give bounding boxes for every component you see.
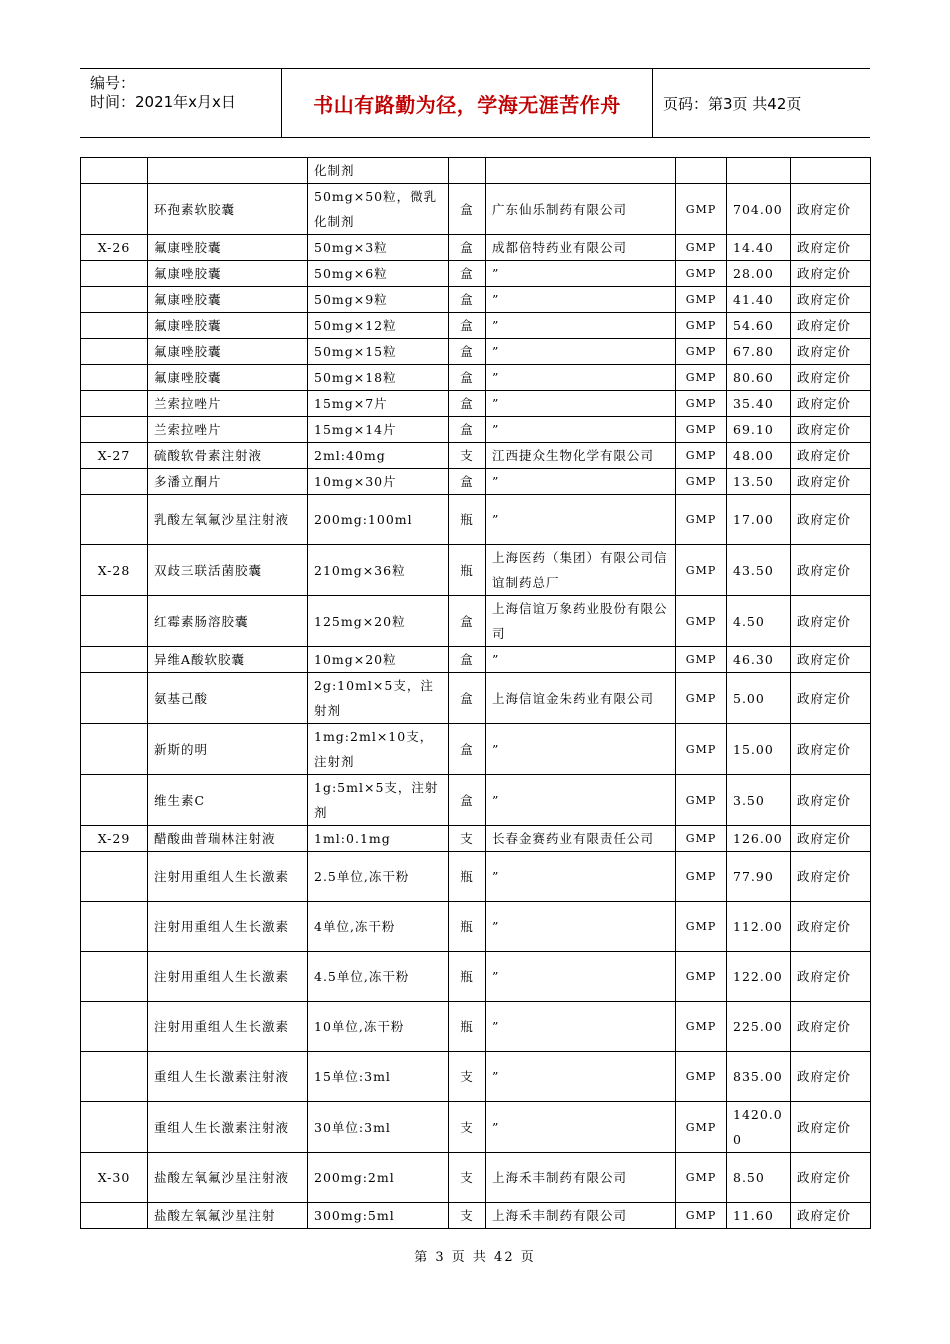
drug-gmp <box>676 158 727 184</box>
document-number-label: 编号： <box>90 74 136 92</box>
drug-gmp: GMP <box>676 826 727 852</box>
drug-manufacturer <box>486 158 676 184</box>
drug-code <box>81 313 148 339</box>
drug-price: 35.40 <box>727 391 791 417</box>
drug-price: 67.80 <box>727 339 791 365</box>
table-row <box>81 775 871 826</box>
table-row <box>81 261 871 287</box>
drug-spec: 125mg×20粒 <box>308 596 449 647</box>
drug-price: 14.40 <box>727 235 791 261</box>
drug-manufacturer: ” <box>486 287 676 313</box>
drug-pricing-type: 政府定价 <box>791 1203 871 1229</box>
drug-manufacturer: ” <box>486 469 676 495</box>
drug-code <box>81 287 148 313</box>
drug-spec: 200mg:100ml <box>308 495 449 545</box>
drug-code <box>81 1052 148 1102</box>
drug-name: 注射用重组人生长激素 <box>148 852 308 902</box>
drug-manufacturer: ” <box>486 852 676 902</box>
drug-name: 氟康唑胶囊 <box>148 287 308 313</box>
drug-name: 维生素C <box>148 775 308 826</box>
drug-price: 1420.00 <box>727 1102 791 1153</box>
drug-code <box>81 673 148 724</box>
table-row <box>81 158 871 184</box>
drug-spec: 50mg×15粒 <box>308 339 449 365</box>
table-row <box>81 647 871 673</box>
drug-pricing-type: 政府定价 <box>791 852 871 902</box>
drug-price: 4.50 <box>727 596 791 647</box>
drug-code <box>81 1203 148 1229</box>
drug-unit: 盒 <box>449 469 486 495</box>
table-row <box>81 1052 871 1102</box>
drug-name: 注射用重组人生长激素 <box>148 1002 308 1052</box>
drug-name: 乳酸左氧氟沙星注射液 <box>148 495 308 545</box>
drug-manufacturer: ” <box>486 775 676 826</box>
drug-manufacturer: ” <box>486 952 676 1002</box>
drug-pricing-type: 政府定价 <box>791 545 871 596</box>
drug-pricing-type: 政府定价 <box>791 775 871 826</box>
drug-unit: 盒 <box>449 391 486 417</box>
drug-spec: 4单位,冻干粉 <box>308 902 449 952</box>
drug-manufacturer: 上海信谊万象药业股份有限公司 <box>486 596 676 647</box>
drug-gmp: GMP <box>676 596 727 647</box>
drug-price: 3.50 <box>727 775 791 826</box>
header-meta-cell <box>80 69 282 137</box>
drug-gmp: GMP <box>676 339 727 365</box>
drug-pricing-type: 政府定价 <box>791 596 871 647</box>
drug-name: 兰索拉唑片 <box>148 391 308 417</box>
drug-spec: 2ml:40mg <box>308 443 449 469</box>
drug-unit: 盒 <box>449 647 486 673</box>
drug-price: 80.60 <box>727 365 791 391</box>
table-row <box>81 469 871 495</box>
drug-price: 69.10 <box>727 417 791 443</box>
drug-name: 氟康唑胶囊 <box>148 261 308 287</box>
table-row <box>81 391 871 417</box>
drug-pricing-type: 政府定价 <box>791 339 871 365</box>
drug-name: 多潘立酮片 <box>148 469 308 495</box>
drug-spec: 1ml:0.1mg <box>308 826 449 852</box>
drug-pricing-type: 政府定价 <box>791 902 871 952</box>
drug-code: X-30 <box>81 1153 148 1203</box>
drug-pricing-type: 政府定价 <box>791 417 871 443</box>
drug-price: 835.00 <box>727 1052 791 1102</box>
drug-pricing-type: 政府定价 <box>791 647 871 673</box>
drug-pricing-type: 政府定价 <box>791 443 871 469</box>
drug-unit: 盒 <box>449 417 486 443</box>
drug-unit: 瓶 <box>449 902 486 952</box>
drug-price: 225.00 <box>727 1002 791 1052</box>
drug-name: 氟康唑胶囊 <box>148 365 308 391</box>
drug-unit: 支 <box>449 1203 486 1229</box>
drug-unit: 瓶 <box>449 852 486 902</box>
drug-gmp: GMP <box>676 391 727 417</box>
drug-manufacturer: ” <box>486 647 676 673</box>
drug-code: X-27 <box>81 443 148 469</box>
drug-price: 43.50 <box>727 545 791 596</box>
drug-gmp: GMP <box>676 647 727 673</box>
drug-gmp: GMP <box>676 1052 727 1102</box>
drug-spec: 15mg×14片 <box>308 417 449 443</box>
drug-name: 盐酸左氧氟沙星注射 <box>148 1203 308 1229</box>
drug-manufacturer: 上海信谊金朱药业有限公司 <box>486 673 676 724</box>
table-row <box>81 826 871 852</box>
drug-price: 122.00 <box>727 952 791 1002</box>
drug-gmp: GMP <box>676 673 727 724</box>
drug-name: 兰索拉唑片 <box>148 417 308 443</box>
drug-spec: 210mg×36粒 <box>308 545 449 596</box>
drug-unit: 支 <box>449 826 486 852</box>
drug-name: 注射用重组人生长激素 <box>148 902 308 952</box>
drug-pricing-type: 政府定价 <box>791 184 871 235</box>
drug-gmp: GMP <box>676 952 727 1002</box>
drug-code <box>81 1002 148 1052</box>
drug-spec: 50mg×9粒 <box>308 287 449 313</box>
table-row <box>81 545 871 596</box>
drug-pricing-type: 政府定价 <box>791 391 871 417</box>
header-motto-cell <box>282 69 653 137</box>
drug-spec: 4.5单位,冻干粉 <box>308 952 449 1002</box>
drug-name: 环孢素软胶囊 <box>148 184 308 235</box>
drug-spec: 50mg×12粒 <box>308 313 449 339</box>
drug-spec: 50mg×50粒，微乳化制剂 <box>308 184 449 235</box>
drug-name: 重组人生长激素注射液 <box>148 1052 308 1102</box>
drug-price: 126.00 <box>727 826 791 852</box>
drug-name <box>148 158 308 184</box>
drug-name: 新斯的明 <box>148 724 308 775</box>
drug-code <box>81 365 148 391</box>
drug-spec: 10单位,冻干粉 <box>308 1002 449 1052</box>
drug-unit: 盒 <box>449 235 486 261</box>
drug-pricing-type: 政府定价 <box>791 1153 871 1203</box>
drug-spec: 15mg×7片 <box>308 391 449 417</box>
drug-pricing-type: 政府定价 <box>791 724 871 775</box>
drug-gmp: GMP <box>676 775 727 826</box>
drug-manufacturer: ” <box>486 365 676 391</box>
drug-unit <box>449 158 486 184</box>
drug-price: 48.00 <box>727 443 791 469</box>
drug-gmp: GMP <box>676 313 727 339</box>
drug-price-table <box>80 157 871 1229</box>
drug-code <box>81 775 148 826</box>
drug-unit: 盒 <box>449 673 486 724</box>
drug-spec: 化制剂 <box>308 158 449 184</box>
drug-pricing-type: 政府定价 <box>791 826 871 852</box>
drug-spec: 2.5单位,冻干粉 <box>308 852 449 902</box>
drug-spec: 50mg×3粒 <box>308 235 449 261</box>
drug-spec: 1g:5ml×5支，注射剂 <box>308 775 449 826</box>
drug-unit: 支 <box>449 1052 486 1102</box>
drug-unit: 瓶 <box>449 495 486 545</box>
drug-gmp: GMP <box>676 1153 727 1203</box>
header-page-cell <box>653 69 870 137</box>
drug-unit: 盒 <box>449 596 486 647</box>
drug-price: 5.00 <box>727 673 791 724</box>
drug-spec: 2g:10ml×5支，注射剂 <box>308 673 449 724</box>
drug-code <box>81 647 148 673</box>
drug-pricing-type: 政府定价 <box>791 495 871 545</box>
table-row <box>81 1153 871 1203</box>
drug-manufacturer: ” <box>486 339 676 365</box>
drug-unit: 盒 <box>449 775 486 826</box>
drug-gmp: GMP <box>676 287 727 313</box>
drug-name: 氟康唑胶囊 <box>148 313 308 339</box>
table-row <box>81 417 871 443</box>
drug-spec: 50mg×6粒 <box>308 261 449 287</box>
drug-gmp: GMP <box>676 261 727 287</box>
drug-spec: 1mg:2ml×10支，注射剂 <box>308 724 449 775</box>
drug-price: 11.60 <box>727 1203 791 1229</box>
drug-code <box>81 495 148 545</box>
drug-gmp: GMP <box>676 184 727 235</box>
table-row <box>81 287 871 313</box>
drug-pricing-type: 政府定价 <box>791 235 871 261</box>
table-row <box>81 1102 871 1153</box>
drug-price: 54.60 <box>727 313 791 339</box>
table-row <box>81 313 871 339</box>
drug-name: 红霉素肠溶胶囊 <box>148 596 308 647</box>
drug-pricing-type: 政府定价 <box>791 673 871 724</box>
drug-manufacturer: ” <box>486 391 676 417</box>
table-row <box>81 339 871 365</box>
drug-code <box>81 902 148 952</box>
drug-unit: 盒 <box>449 287 486 313</box>
drug-manufacturer: 长春金赛药业有限责任公司 <box>486 826 676 852</box>
drug-gmp: GMP <box>676 495 727 545</box>
drug-manufacturer: ” <box>486 417 676 443</box>
drug-gmp: GMP <box>676 545 727 596</box>
drug-pricing-type: 政府定价 <box>791 952 871 1002</box>
table-row <box>81 673 871 724</box>
drug-name: 注射用重组人生长激素 <box>148 952 308 1002</box>
table-row <box>81 1203 871 1229</box>
drug-unit: 盒 <box>449 261 486 287</box>
table-row <box>81 902 871 952</box>
drug-unit: 瓶 <box>449 1002 486 1052</box>
drug-manufacturer: 上海医药（集团）有限公司信谊制药总厂 <box>486 545 676 596</box>
drug-manufacturer: 江西捷众生物化学有限公司 <box>486 443 676 469</box>
drug-unit: 支 <box>449 1102 486 1153</box>
drug-name: 重组人生长激素注射液 <box>148 1102 308 1153</box>
table-row <box>81 443 871 469</box>
drug-gmp: GMP <box>676 1203 727 1229</box>
drug-gmp: GMP <box>676 365 727 391</box>
drug-unit: 盒 <box>449 339 486 365</box>
drug-gmp: GMP <box>676 852 727 902</box>
table-row <box>81 952 871 1002</box>
drug-table-body <box>81 158 871 1229</box>
drug-pricing-type: 政府定价 <box>791 287 871 313</box>
drug-price <box>727 158 791 184</box>
drug-code <box>81 391 148 417</box>
table-row <box>81 852 871 902</box>
page-header <box>80 68 870 138</box>
table-row <box>81 495 871 545</box>
drug-unit: 瓶 <box>449 545 486 596</box>
drug-price: 41.40 <box>727 287 791 313</box>
drug-price: 704.00 <box>727 184 791 235</box>
drug-pricing-type: 政府定价 <box>791 1102 871 1153</box>
drug-code: X-26 <box>81 235 148 261</box>
drug-manufacturer: 广东仙乐制药有限公司 <box>486 184 676 235</box>
drug-unit: 瓶 <box>449 952 486 1002</box>
drug-code <box>81 184 148 235</box>
drug-price: 46.30 <box>727 647 791 673</box>
drug-code: X-28 <box>81 545 148 596</box>
drug-code <box>81 469 148 495</box>
drug-spec: 200mg:2ml <box>308 1153 449 1203</box>
drug-gmp: GMP <box>676 902 727 952</box>
drug-code <box>81 852 148 902</box>
drug-spec: 10mg×20粒 <box>308 647 449 673</box>
drug-manufacturer: ” <box>486 495 676 545</box>
drug-manufacturer: ” <box>486 1002 676 1052</box>
table-row <box>81 1002 871 1052</box>
drug-name: 双歧三联活菌胶囊 <box>148 545 308 596</box>
drug-gmp: GMP <box>676 443 727 469</box>
drug-gmp: GMP <box>676 724 727 775</box>
drug-code <box>81 158 148 184</box>
drug-unit: 盒 <box>449 724 486 775</box>
drug-name: 氟康唑胶囊 <box>148 339 308 365</box>
drug-unit: 支 <box>449 1153 486 1203</box>
drug-code <box>81 952 148 1002</box>
drug-name: 硫酸软骨素注射液 <box>148 443 308 469</box>
header-page-info: 页码：第3页 共42页 <box>663 94 802 113</box>
drug-gmp: GMP <box>676 469 727 495</box>
drug-manufacturer: 上海禾丰制药有限公司 <box>486 1153 676 1203</box>
drug-pricing-type <box>791 158 871 184</box>
drug-spec: 15单位:3ml <box>308 1052 449 1102</box>
drug-name: 醋酸曲普瑞林注射液 <box>148 826 308 852</box>
table-row <box>81 724 871 775</box>
drug-code: X-29 <box>81 826 148 852</box>
drug-price: 77.90 <box>727 852 791 902</box>
drug-unit: 盒 <box>449 365 486 391</box>
drug-manufacturer: ” <box>486 724 676 775</box>
drug-name: 氟康唑胶囊 <box>148 235 308 261</box>
drug-pricing-type: 政府定价 <box>791 1002 871 1052</box>
drug-spec: 30单位:3ml <box>308 1102 449 1153</box>
drug-gmp: GMP <box>676 1102 727 1153</box>
drug-price: 8.50 <box>727 1153 791 1203</box>
drug-manufacturer: 成都倍特药业有限公司 <box>486 235 676 261</box>
page-footer: 第 3 页 共 42 页 <box>414 1250 536 1265</box>
drug-price: 15.00 <box>727 724 791 775</box>
drug-unit: 支 <box>449 443 486 469</box>
drug-spec: 10mg×30片 <box>308 469 449 495</box>
drug-pricing-type: 政府定价 <box>791 365 871 391</box>
table-row <box>81 184 871 235</box>
drug-gmp: GMP <box>676 1002 727 1052</box>
drug-manufacturer: ” <box>486 902 676 952</box>
drug-manufacturer: ” <box>486 1052 676 1102</box>
drug-code <box>81 1102 148 1153</box>
drug-price: 28.00 <box>727 261 791 287</box>
drug-pricing-type: 政府定价 <box>791 1052 871 1102</box>
drug-unit: 盒 <box>449 313 486 339</box>
drug-name: 氨基己酸 <box>148 673 308 724</box>
drug-gmp: GMP <box>676 417 727 443</box>
drug-pricing-type: 政府定价 <box>791 261 871 287</box>
drug-price: 13.50 <box>727 469 791 495</box>
drug-spec: 300mg:5ml <box>308 1203 449 1229</box>
table-row <box>81 365 871 391</box>
drug-manufacturer: ” <box>486 1102 676 1153</box>
drug-code <box>81 724 148 775</box>
drug-code <box>81 596 148 647</box>
drug-unit: 盒 <box>449 184 486 235</box>
drug-spec: 50mg×18粒 <box>308 365 449 391</box>
table-row <box>81 596 871 647</box>
drug-pricing-type: 政府定价 <box>791 469 871 495</box>
drug-name: 盐酸左氧氟沙星注射液 <box>148 1153 308 1203</box>
drug-code <box>81 339 148 365</box>
header-motto: 书山有路勤为径，学海无涯苦作舟 <box>313 92 621 117</box>
drug-manufacturer: ” <box>486 261 676 287</box>
table-row <box>81 235 871 261</box>
drug-price: 112.00 <box>727 902 791 952</box>
document-date: 时间：2021年x月x日 <box>90 93 236 111</box>
drug-name: 异维A酸软胶囊 <box>148 647 308 673</box>
drug-gmp: GMP <box>676 235 727 261</box>
drug-price: 17.00 <box>727 495 791 545</box>
drug-code <box>81 417 148 443</box>
drug-manufacturer: 上海禾丰制药有限公司 <box>486 1203 676 1229</box>
drug-manufacturer: ” <box>486 313 676 339</box>
drug-pricing-type: 政府定价 <box>791 313 871 339</box>
drug-code <box>81 261 148 287</box>
